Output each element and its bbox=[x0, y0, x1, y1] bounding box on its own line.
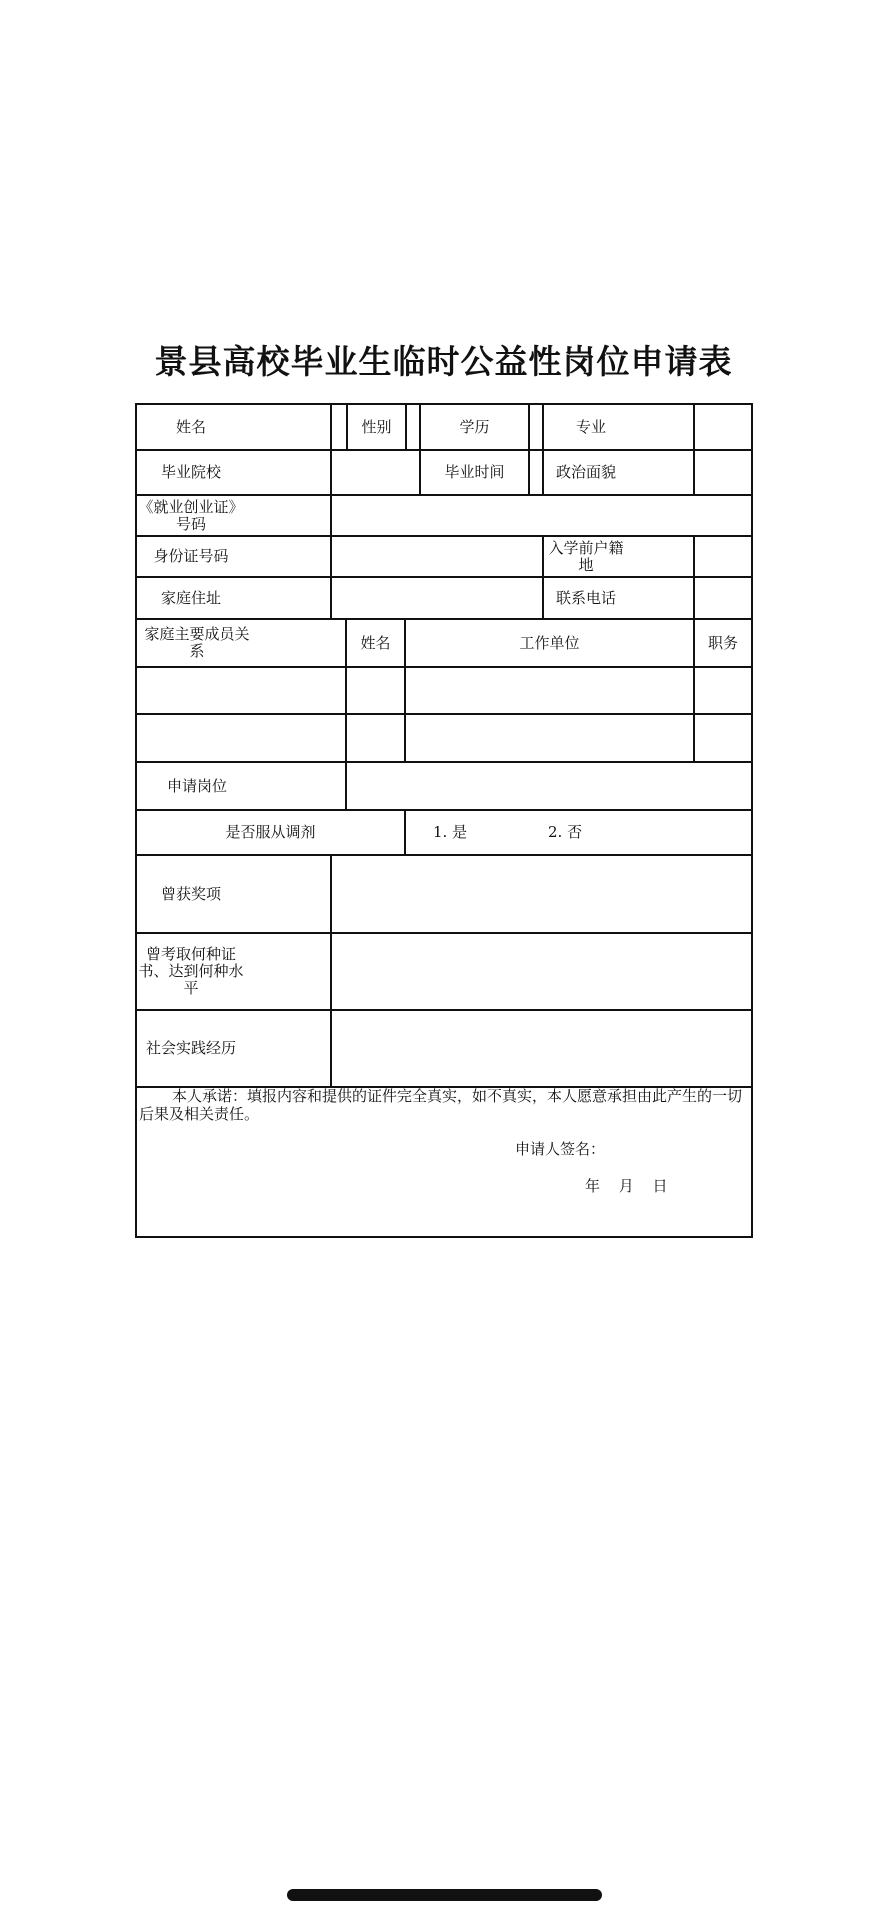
col-line bbox=[404, 809, 406, 854]
signature-label: 申请人签名： bbox=[515, 1140, 606, 1158]
date-label: 年 月 日 bbox=[585, 1177, 668, 1195]
label-political-status: 政治面貌 bbox=[555, 463, 616, 481]
label-graduation-time: 毕业时间 bbox=[444, 463, 505, 481]
applied-post-input[interactable] bbox=[347, 763, 751, 809]
name-input[interactable] bbox=[332, 405, 346, 449]
family-work-unit-input[interactable] bbox=[406, 668, 693, 713]
hukou-input[interactable] bbox=[695, 537, 751, 576]
education-input[interactable] bbox=[530, 405, 542, 449]
label-home-address: 家庭住址 bbox=[160, 588, 221, 607]
label-major: 专业 bbox=[575, 417, 606, 436]
graduated-school-input[interactable] bbox=[332, 451, 419, 494]
home-indicator[interactable] bbox=[287, 1889, 602, 1901]
label-awards: 曾获奖项 bbox=[160, 884, 221, 903]
phone-input[interactable] bbox=[695, 578, 751, 618]
family-relation-input[interactable] bbox=[137, 668, 345, 713]
pledge-text: 本人承诺：填报内容和提供的证件完全真实，如不真实，本人愿意承担由此产生的一切后果及相关责任。 bbox=[139, 1087, 743, 1123]
employment-cert-input[interactable] bbox=[332, 496, 751, 535]
awards-input[interactable] bbox=[332, 856, 751, 932]
political-status-input[interactable] bbox=[695, 451, 751, 494]
label-social-practice: 社会实践经历 bbox=[145, 1039, 236, 1057]
family-position-input[interactable] bbox=[695, 668, 751, 713]
label-applied-post: 申请岗位 bbox=[166, 776, 227, 795]
id-number-input[interactable] bbox=[332, 537, 542, 576]
family-name-input[interactable] bbox=[347, 668, 404, 713]
label-graduated-school: 毕业院校 bbox=[160, 463, 221, 481]
option-yes[interactable]: 1. 是 bbox=[433, 823, 468, 841]
gender-input[interactable] bbox=[407, 405, 419, 449]
family-position-input[interactable] bbox=[695, 715, 751, 761]
option-no[interactable]: 2. 否 bbox=[548, 823, 583, 841]
label-name: 姓名 bbox=[175, 417, 206, 436]
home-address-input[interactable] bbox=[332, 578, 542, 618]
family-work-unit-input[interactable] bbox=[406, 715, 693, 761]
label-certificates: 曾考取何种证 书、达到何种水 平 bbox=[138, 945, 244, 997]
form-title: 景县高校毕业生临时公益性岗位申请表 bbox=[154, 342, 733, 381]
label-id-number: 身份证号码 bbox=[153, 547, 229, 565]
major-input[interactable] bbox=[695, 405, 751, 449]
label-employment-cert: 《就业创业证》 号码 bbox=[138, 497, 244, 533]
family-name-input[interactable] bbox=[347, 715, 404, 761]
application-form-table bbox=[135, 403, 753, 1238]
graduation-time-input[interactable] bbox=[530, 451, 542, 494]
label-phone: 联系电话 bbox=[555, 588, 616, 607]
certificates-input[interactable] bbox=[332, 934, 751, 1009]
label-hukou-before: 入学前户籍 地 bbox=[548, 538, 624, 574]
family-relation-input[interactable] bbox=[137, 715, 345, 761]
label-position: 职务 bbox=[707, 633, 738, 652]
label-gender: 性别 bbox=[361, 417, 392, 436]
label-accept-adjust: 是否服从调剂 bbox=[225, 823, 316, 841]
social-practice-input[interactable] bbox=[332, 1011, 751, 1086]
label-work-unit: 工作单位 bbox=[519, 633, 580, 652]
label-family-relation: 家庭主要成员关 系 bbox=[144, 625, 250, 660]
label-education: 学历 bbox=[459, 417, 490, 436]
label-family-name: 姓名 bbox=[360, 633, 391, 652]
